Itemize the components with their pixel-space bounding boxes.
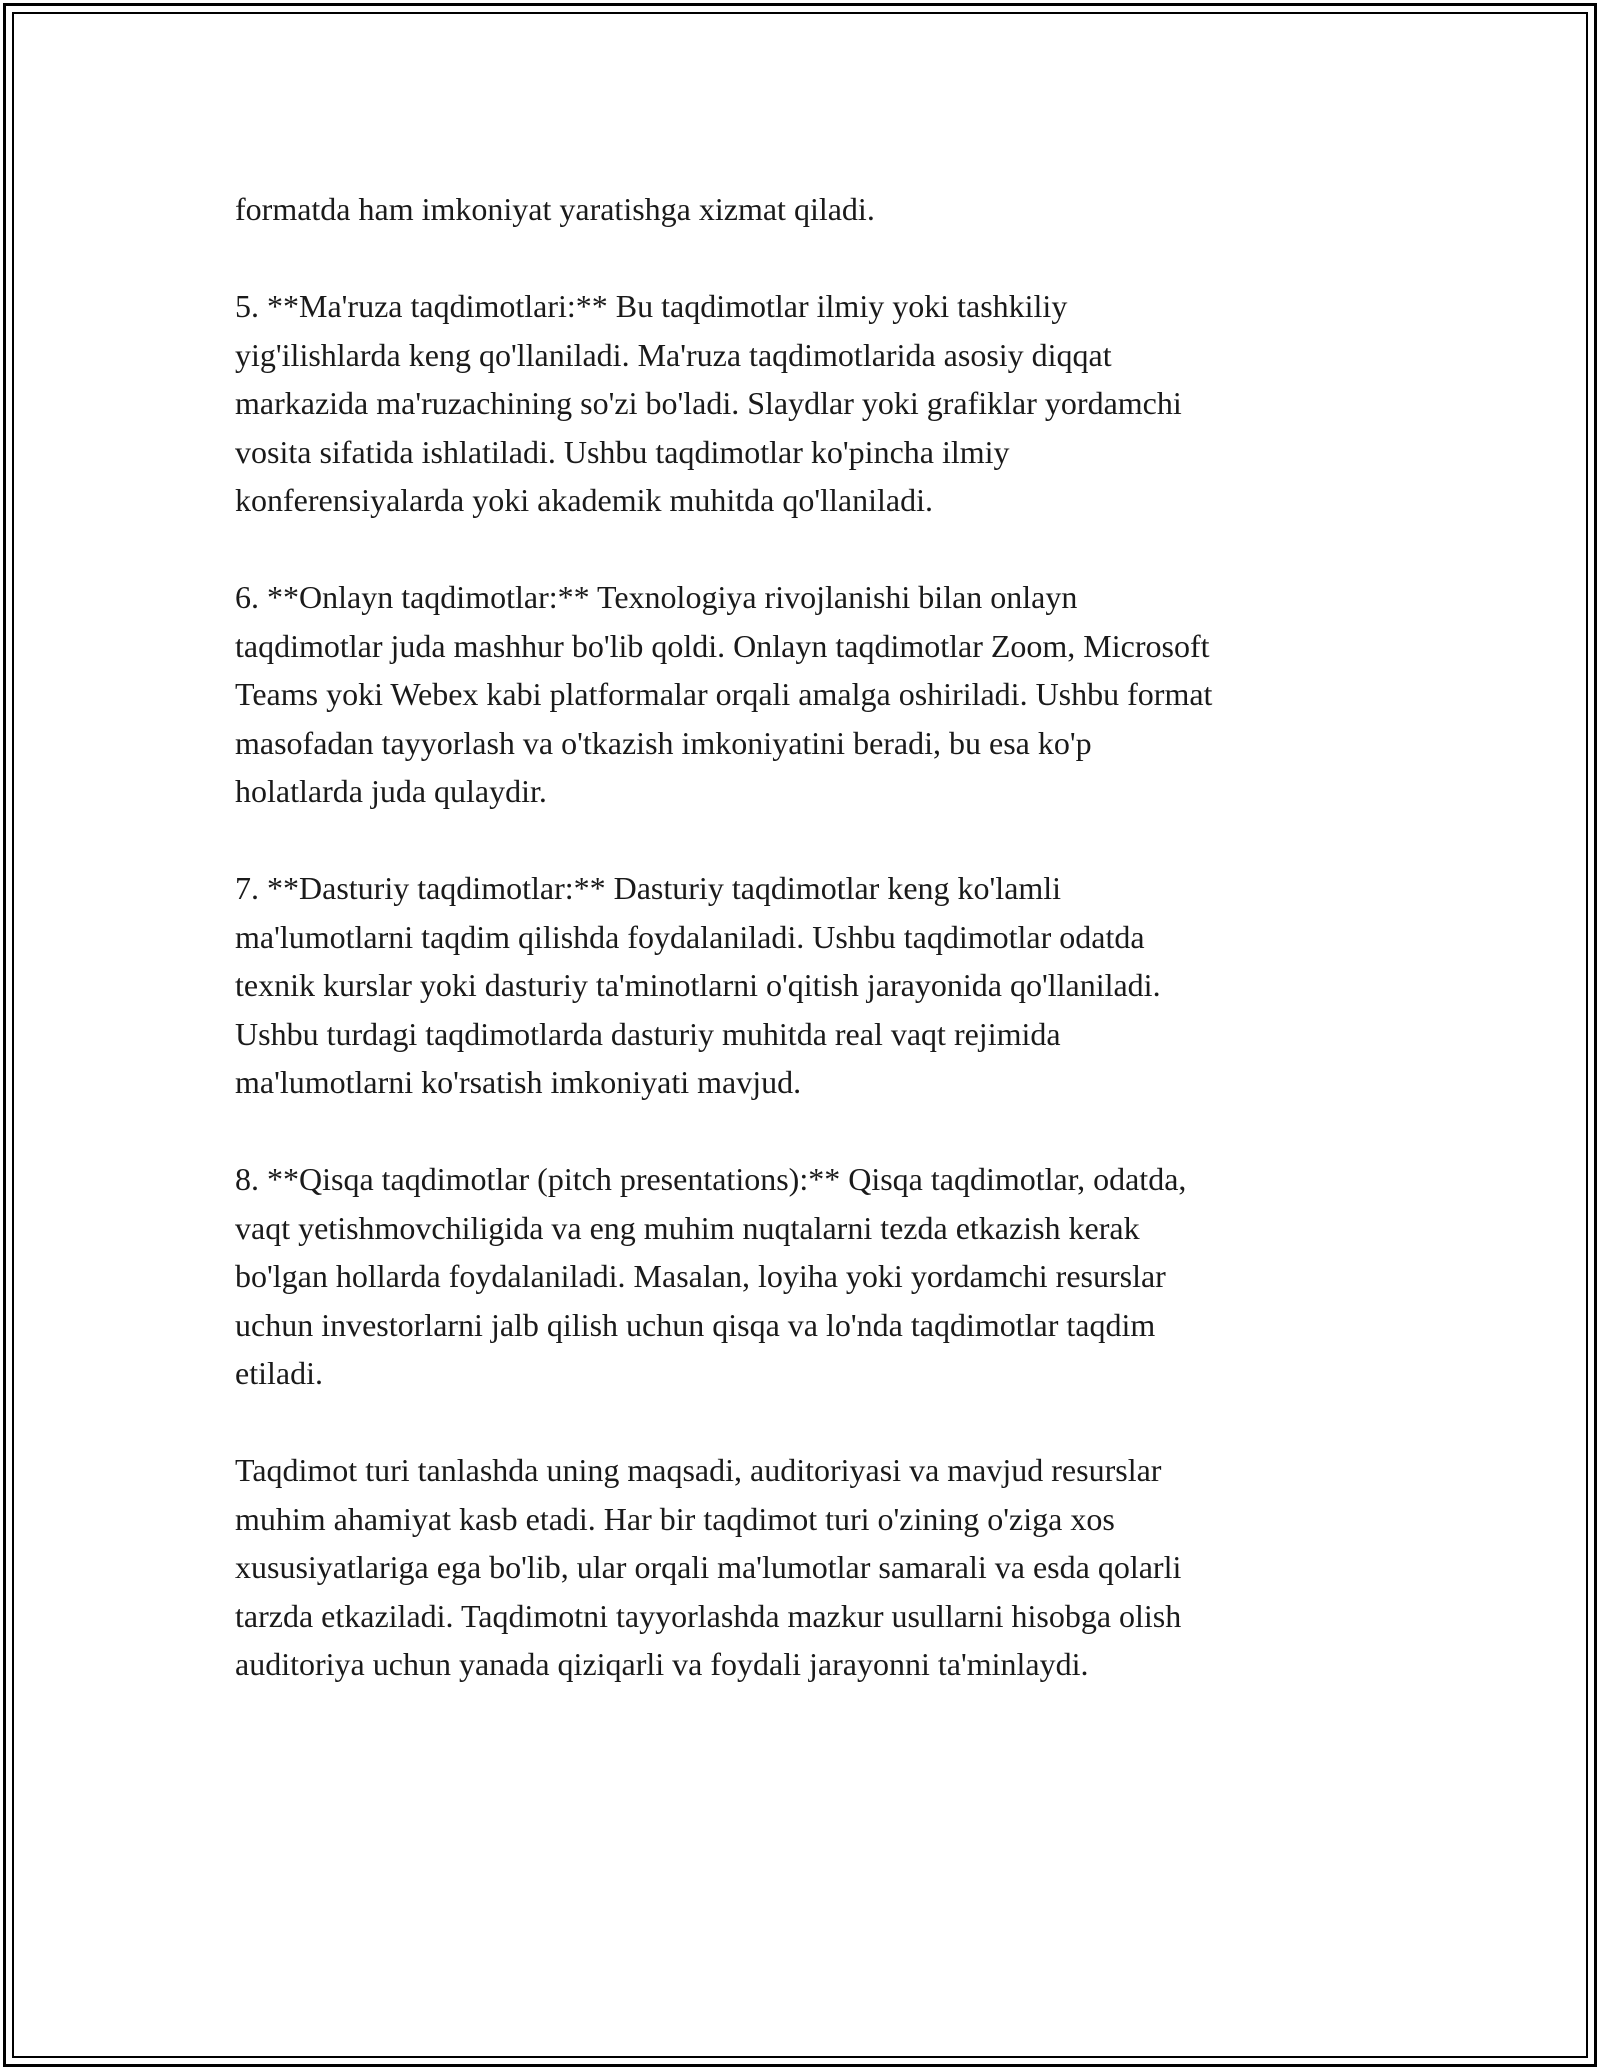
paragraph-continuation: formatda ham imkoniyat yaratishga xizmat qiladi. bbox=[235, 191, 875, 227]
paragraph-item-5: 5. **Ma'ruza taqdimotlari:** Bu taqdimotlar ilmiy yoki tashkiliy yig'ilishlarda keng qo'llaniladi. Ma'ruza taqdimotlarida asosiy diqqat markazida ma'ruzachining so'zi bo'ladi. Slaydlar yoki grafiklar yordamchi vosita sifatida ishlatiladi. Ushbu taqdimotlar ko'pincha ilmiy konferensiyalarda yoki akademik muhitda qo'llaniladi. bbox=[235, 288, 1182, 518]
document-body bbox=[235, 185, 1385, 1737]
paragraph-item-7: 7. **Dasturiy taqdimotlar:** Dasturiy taqdimotlar keng ko'lamli ma'lumotlarni taqdim qilishda foydalaniladi. Ushbu taqdimotlar odatda texnik kurslar yoki dasturiy ta'minotlarni o'qitish jarayonida qo'llaniladi. Ushbu turdagi taqdimotlarda dasturiy muhitda real vaqt rejimida ma'lumotlarni ko'rsatish imkoniyati mavjud. bbox=[235, 870, 1161, 1100]
paragraph-item-8: 8. **Qisqa taqdimotlar (pitch presentations):** Qisqa taqdimotlar, odatda, vaqt yetishmovchiligida va eng muhim nuqtalarni tezda etkazish kerak bo'lgan hollarda foydalaniladi. Masalan, loyiha yoki yordamchi resurslar uchun investorlarni jalb qilish uchun qisqa va lo'nda taqdimotlar taqdim etiladi. bbox=[235, 1161, 1187, 1391]
paragraph-conclusion: Taqdimot turi tanlashda uning maqsadi, auditoriyasi va mavjud resurslar muhim ahamiyat kasb etadi. Har bir taqdimot turi o'zining o'ziga xos xususiyatlariga ega bo'lib, ular orqali ma'lumotlar samarali va esda qolarli tarzda etkaziladi. Taqdimotni tayyorlashda mazkur usullarni hisobga olish auditoriya uchun yanada qiziqarli va foydali jarayonni ta'minlaydi. bbox=[235, 1452, 1182, 1682]
paragraph-item-6: 6. **Onlayn taqdimotlar:** Texnologiya rivojlanishi bilan onlayn taqdimotlar juda mashhur bo'lib qoldi. Onlayn taqdimotlar Zoom, Microsoft Teams yoki Webex kabi platformalar orqali amalga oshiriladi. Ushbu format masofadan tayyorlash va o'tkazish imkoniyatini beradi, bu esa ko'p holatlarda juda qulaydir. bbox=[235, 579, 1213, 809]
